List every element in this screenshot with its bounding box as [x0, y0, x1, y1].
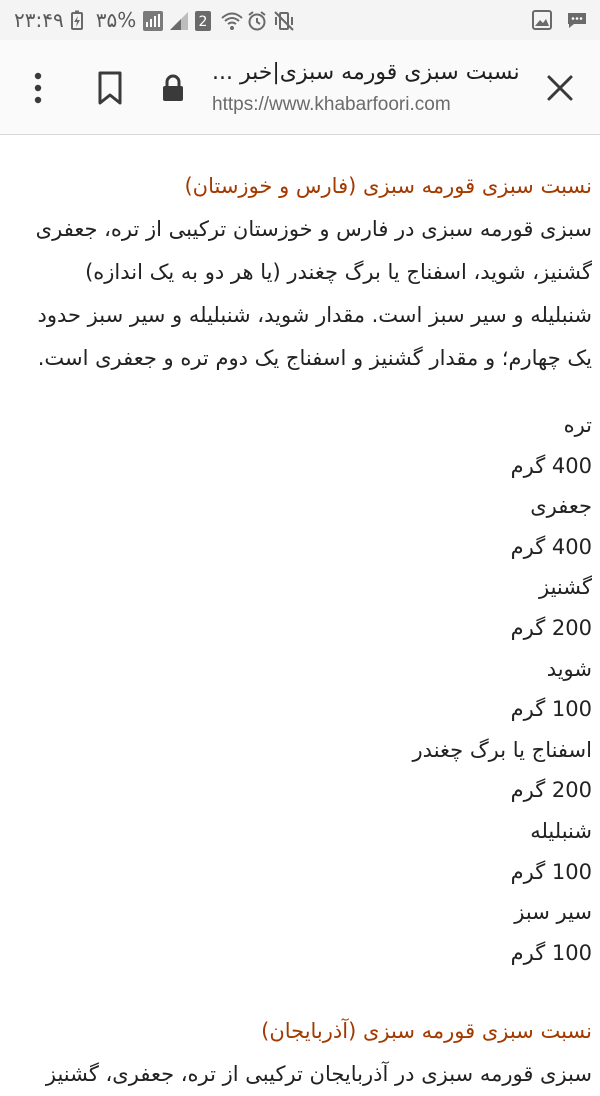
section-2-partial-line: سبزی قورمه سبزی در آذربایجان ترکیبی از تره، جعفری، گشنیز — [45, 1062, 592, 1086]
ingredient-name: شنبلیله — [530, 818, 592, 843]
sim-2-text: 2 — [198, 14, 208, 30]
bookmark-icon[interactable] — [94, 70, 126, 106]
close-icon[interactable] — [544, 72, 576, 104]
image-notification-icon — [532, 10, 552, 30]
page-title[interactable]: نسبت سبزی قورمه سبزی|خبر ... — [212, 60, 520, 85]
ingredient-name: جعفری — [530, 494, 592, 519]
more-options-icon[interactable] — [22, 68, 54, 108]
browser-toolbar — [0, 40, 600, 135]
ingredient-name: سیر سبز — [514, 900, 592, 925]
url-text[interactable]: https://www.khabarfoori.com — [212, 94, 451, 115]
vibrate-mute-icon — [272, 10, 292, 30]
wifi-icon — [220, 10, 240, 30]
ingredient-amount: 100 گرم — [510, 697, 592, 722]
section-1-heading: نسبت سبزی قورمه سبزی (فارس و خوزستان) — [184, 174, 592, 198]
status-time: ۲۳:۴۹ — [14, 8, 64, 32]
ingredient-name: تره — [563, 413, 592, 437]
section-1 — [0, 166, 600, 380]
section-2-heading: نسبت سبزی قورمه سبزی (آذربایجان) — [261, 1019, 592, 1043]
ingredient-name: اسفناج یا برگ چغندر — [412, 737, 592, 762]
ingredient-amount: 400 گرم — [510, 534, 592, 559]
lock-icon — [160, 74, 186, 102]
sim-2-icon — [194, 10, 214, 30]
ingredient-amount: 200 گرم — [510, 778, 592, 803]
battery-percent: ۳۵% — [95, 8, 137, 32]
paragraph-line: شنبلیله و سیر سبز است. مقدار شوید، شنبلیله و سیر سبز حدود — [37, 303, 592, 327]
paragraph-line: گشنیز، شوید، اسفناج یا برگ چغندر (یا هر دو به یک اندازه) — [85, 260, 592, 284]
alarm-icon — [246, 10, 266, 30]
battery-charging-icon — [70, 10, 90, 30]
ingredient-amount: 200 گرم — [510, 615, 592, 640]
message-notification-icon — [566, 10, 586, 30]
ingredient-amount: 400 گرم — [510, 453, 592, 478]
article-content — [0, 135, 600, 1086]
section-2 — [0, 1011, 600, 1096]
paragraph-line: یک چهارم؛ و مقدار گشنیز و اسفناج یک دوم تره و جعفری است. — [37, 346, 592, 370]
signal-box-icon — [142, 10, 162, 30]
status-right — [532, 0, 586, 40]
paragraph-line: سبزی قورمه سبزی در فارس و خوزستان ترکیبی از تره، جعفری — [35, 217, 592, 241]
ingredient-name: گشنیز — [539, 575, 592, 600]
ingredient-name: شوید — [546, 656, 592, 681]
signal-strength-icon — [168, 10, 188, 30]
ingredient-list — [0, 405, 600, 973]
section-1-paragraph — [0, 208, 600, 380]
ingredient-amount: 100 گرم — [510, 859, 592, 884]
ingredient-amount: 100 گرم — [510, 940, 592, 965]
status-left — [14, 0, 292, 40]
status-bar — [0, 0, 600, 40]
